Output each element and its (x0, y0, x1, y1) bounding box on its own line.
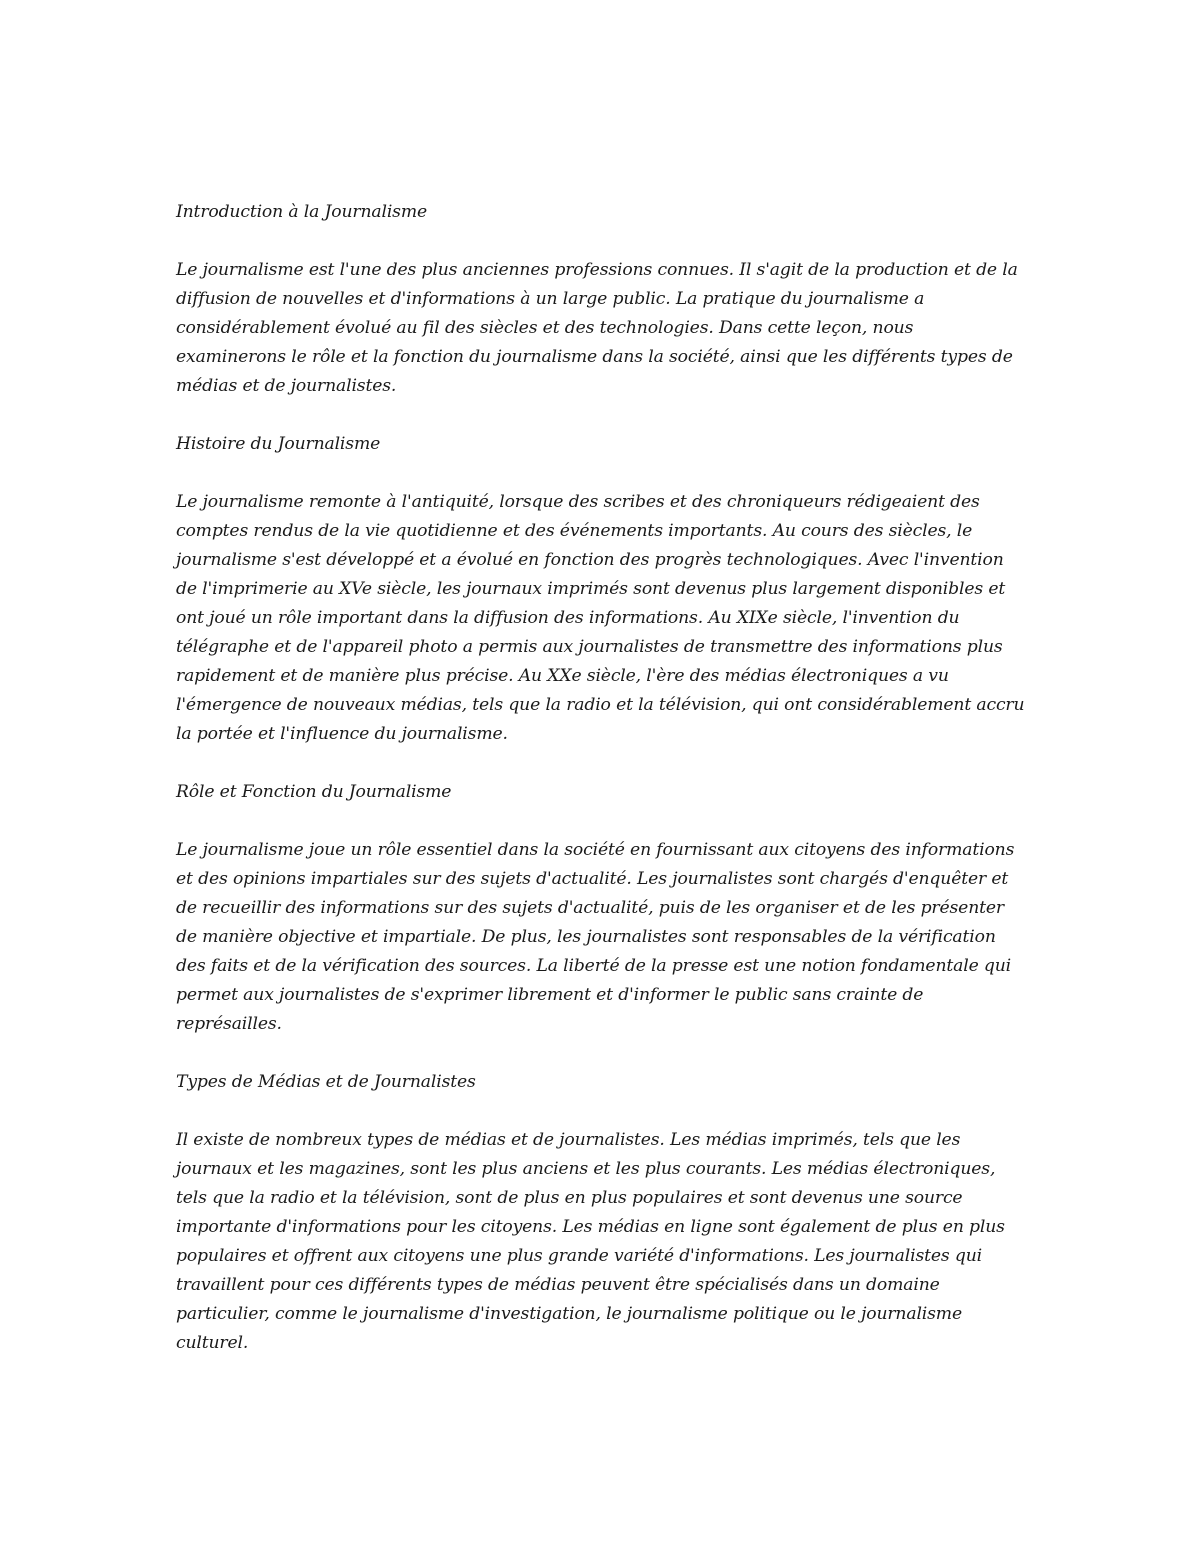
section-heading-introduction: Introduction à la Journalisme (176, 202, 428, 222)
section-body-histoire: Le journalisme remonte à l'antiquité, lorsque des scribes et des chroniqueurs rédigeaient des comptes rendus de la vie quotidienne et des événements importants. Au cours des siècles, le journalisme s'est développé et a évolué en fonction des progrès technologiques. Avec l'invention de l'imprimerie au XVe siècle, les journaux imprimés sont devenus plus largement disponibles et ont joué un rôle important dans la diffusion des informations. Au XIXe siècle, l'invention du télégraphe et de l'appareil photo a permis aux journalistes de transmettre des informations plus rapidement et de manière plus précise. Au XXe siècle, l'ère des médias électroniques a vu l'émergence de nouveaux médias, tels que la radio et la télévision, qui ont considérablement accru la portée et l'influence du journalisme. (176, 492, 1025, 744)
section-heading-histoire: Histoire du Journalisme (176, 434, 381, 454)
section-body-types-medias: Il existe de nombreux types de médias et de journalistes. Les médias imprimés, tels que les journaux et les magazines, sont les plus anciens et les plus courants. Les médias électroniques, tels que la radio et la télévision, sont de plus en plus populaires et sont devenus une source importante d'informations pour les citoyens. Les médias en ligne sont également de plus en plus populaires et offrent aux citoyens une plus grande variété d'informations. Les journalistes qui travaillent pour ces différents types de médias peuvent être spécialisés dans un domaine particulier, comme le journalisme d'investigation, le journalisme politique ou le journalisme culturel. (176, 1130, 1005, 1353)
section-heading-types-medias: Types de Médias et de Journalistes (176, 1072, 476, 1092)
section-body-introduction: Le journalisme est l'une des plus anciennes professions connues. Il s'agit de la production et de la diffusion de nouvelles et d'informations à un large public. La pratique du journalisme a considérablement évolué au fil des siècles et des technologies. Dans cette leçon, nous examinerons le rôle et la fonction du journalisme dans la société, ainsi que les différents types de médias et de journalistes. (176, 260, 1018, 396)
document-content (176, 198, 1026, 1387)
section-body-role-fonction: Le journalisme joue un rôle essentiel dans la société en fournissant aux citoyens des informations et des opinions impartiales sur des sujets d'actualité. Les journalistes sont chargés d'enquêter et de recueillir des informations sur des sujets d'actualité, puis de les organiser et de les présenter de manière objective et impartiale. De plus, les journalistes sont responsables de la vérification des faits et de la vérification des sources. La liberté de la presse est une notion fondamentale qui permet aux journalistes de s'exprimer librement et d'informer le public sans crainte de représailles. (176, 840, 1015, 1034)
section-heading-role-fonction: Rôle et Fonction du Journalisme (176, 782, 452, 802)
